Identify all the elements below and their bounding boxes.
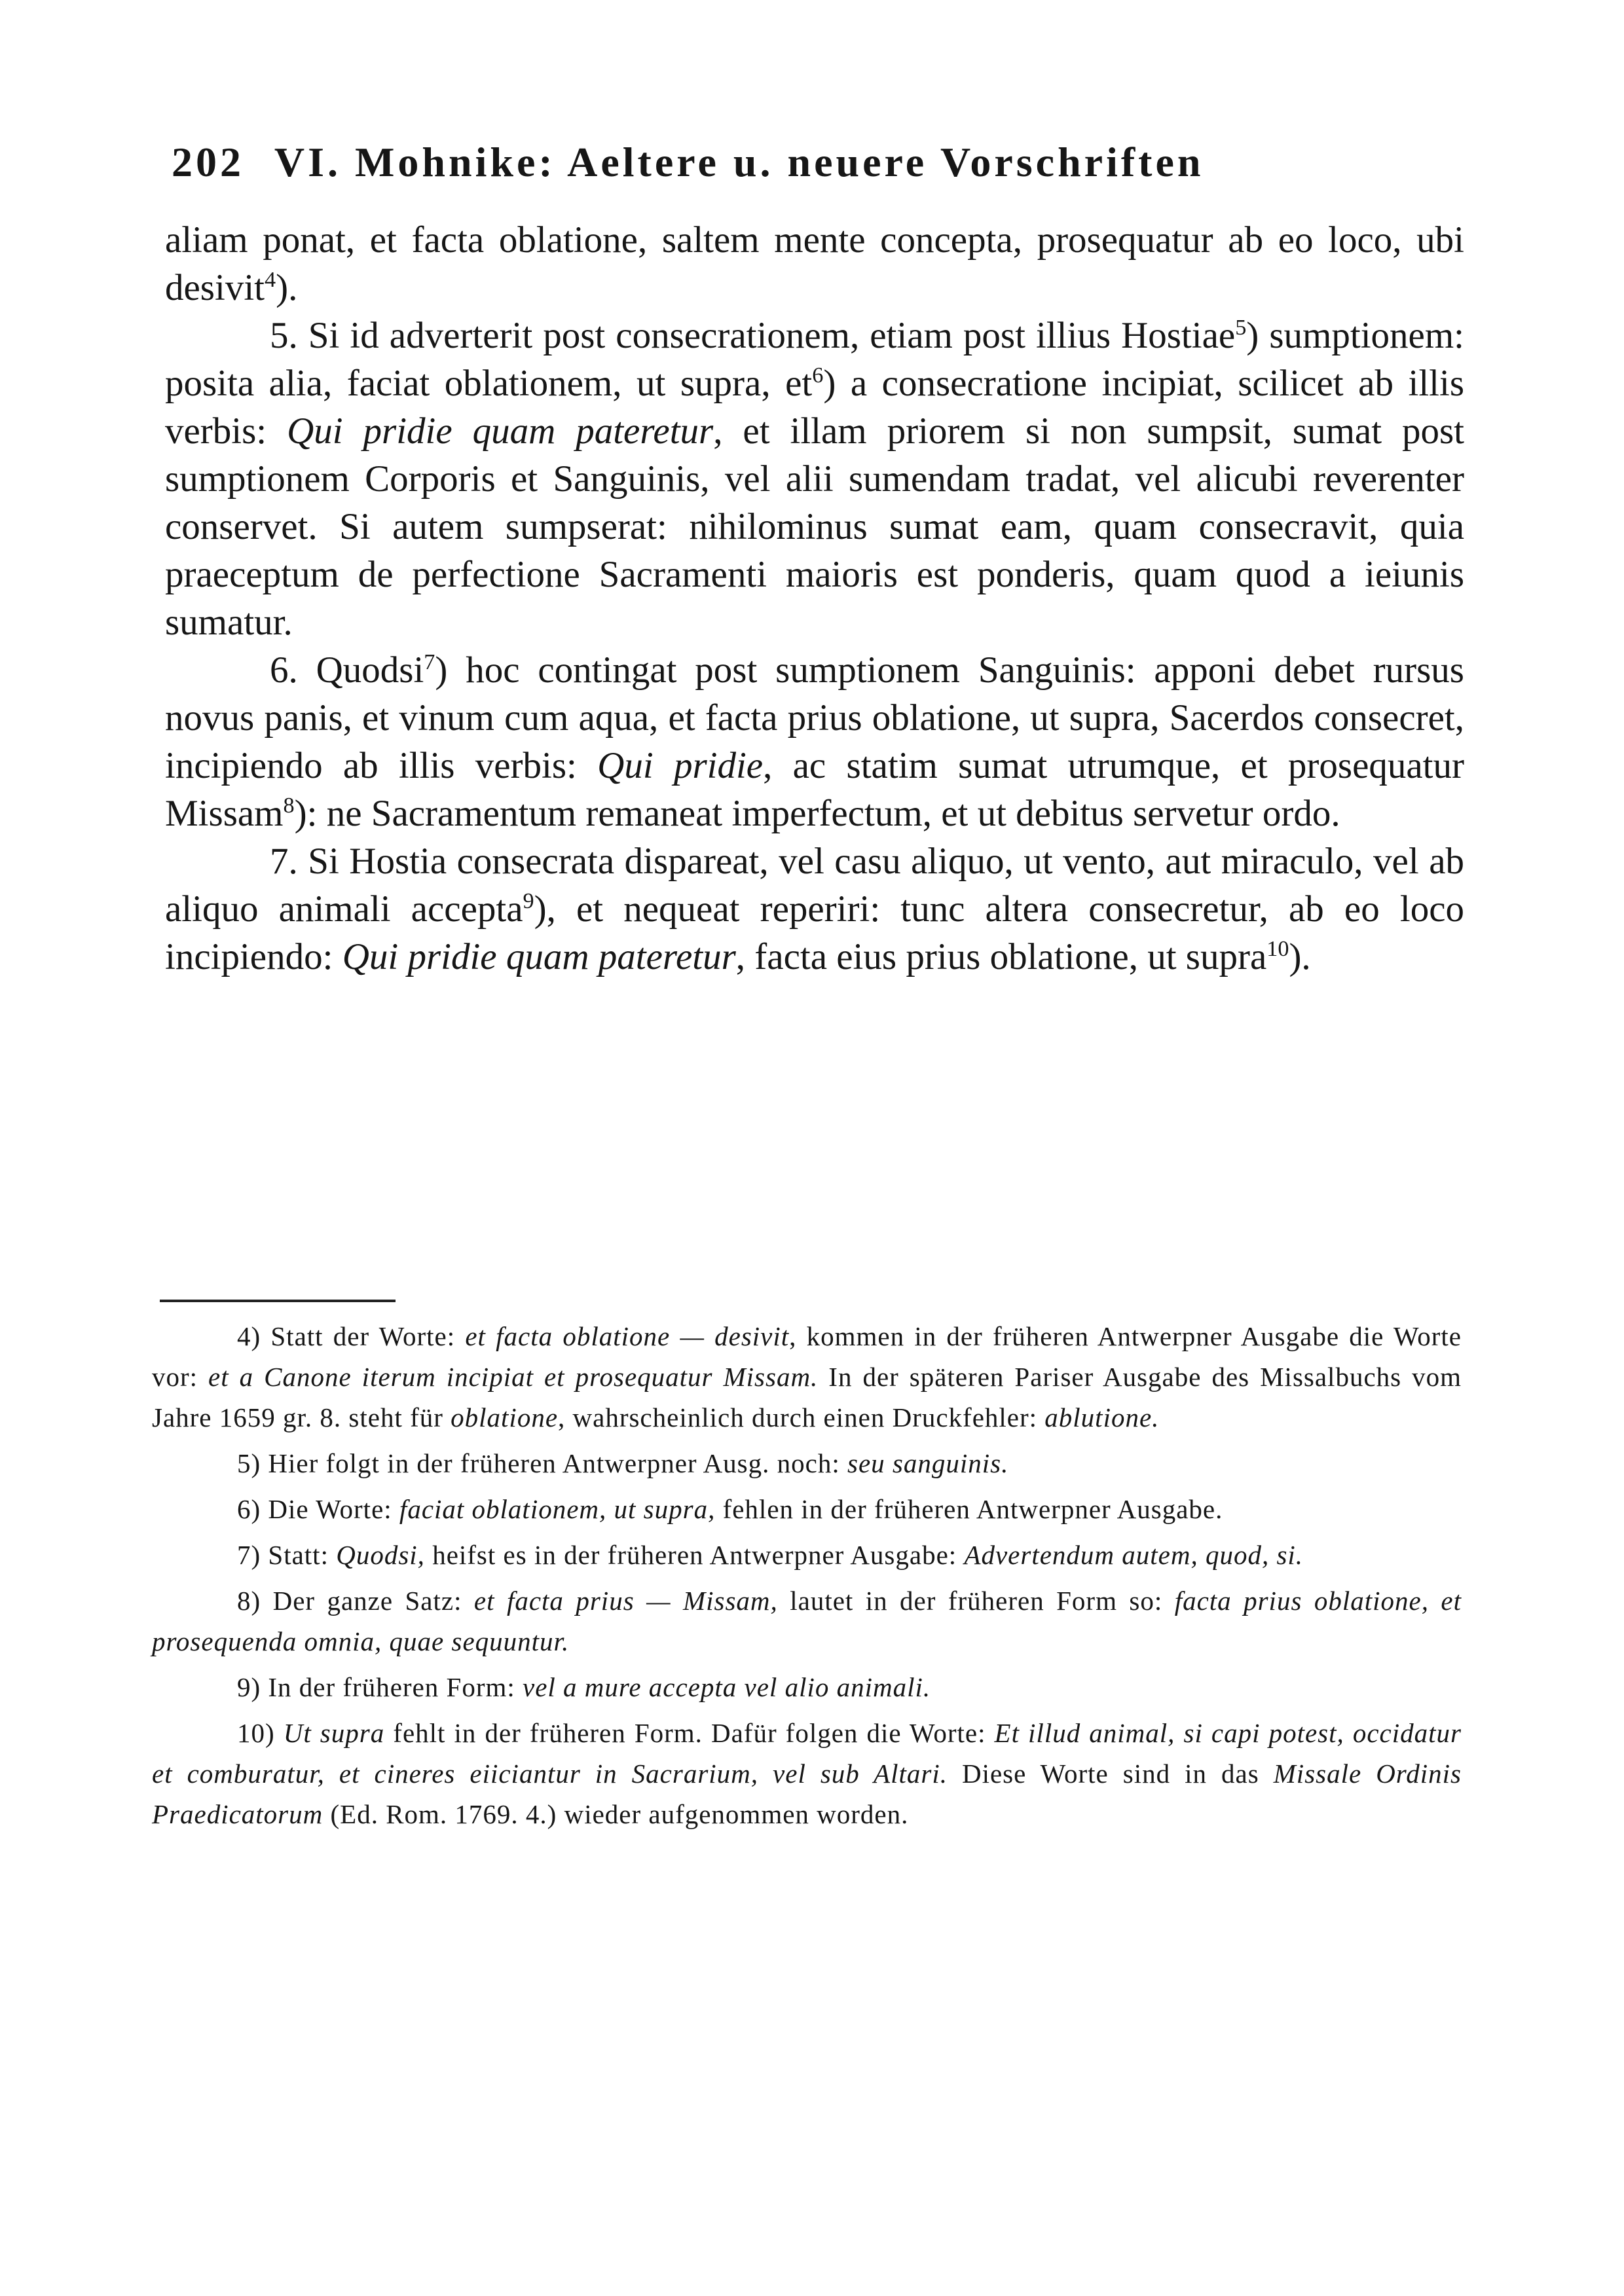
text-run: ).: [276, 267, 298, 308]
text-run: , kommen in der früheren Antwerpner Ausgabe die Worte vor:: [152, 1321, 1462, 1392]
paragraph-continuation: [165, 216, 1464, 312]
italic-quote: Quodsi,: [336, 1540, 425, 1570]
text-run: 6. Quodsi: [270, 649, 424, 691]
italic-quote: Qui pridie quam pateretur: [287, 410, 714, 452]
text-run: aliam ponat, et facta oblatione, saltem mente concepta, prosequatur ab eo loco, ubi desivit: [165, 219, 1464, 308]
italic-quote: Advertendum autem, quod, si.: [964, 1540, 1304, 1570]
text-run: lautet in der früheren Form so:: [777, 1586, 1175, 1616]
text-run: ).: [1289, 936, 1311, 977]
footnote-6: [152, 1489, 1462, 1529]
text-run: fehlen in der früheren Antwerpner Ausgabe.: [715, 1494, 1223, 1524]
text-run: , et illam priorem si non sumpsit, sumat post sumptionem Corporis et Sanguinis, vel alii sumendam tradat, vel alicubi reverenter conservet. Si autem sumpserat: nihilominus sumat eam, quam consecravit, quia praeceptum de perfectione Sacramenti maioris est ponderis, quam quod a ieiunis sumatur.: [165, 410, 1465, 643]
page-number: 202: [172, 139, 244, 185]
italic-quote: seu sanguinis.: [847, 1448, 1009, 1478]
footnote-ref: 5: [1235, 316, 1247, 340]
footnote-5: [152, 1443, 1462, 1484]
italic-quote: Qui pridie quam pateretur: [342, 936, 736, 977]
text-run: ) hoc contingat post sumptionem Sanguinis: apponi debet rursus novus panis, et vinum cum aqua, et facta prius oblatione, ut supra, Sacerdos consecret, incipiendo ab illis verbis:: [165, 649, 1464, 786]
footnote-ref: 4: [265, 268, 276, 292]
text-run: ), et nequeat reperiri: tunc altera consecretur, ab eo loco incipiendo:: [165, 888, 1464, 977]
italic-quote: et a Canone iterum incipiat et prosequatur Missam.: [208, 1362, 819, 1392]
footnote-7: [152, 1535, 1462, 1575]
running-title: VI. Mohnike: Aeltere u. neuere Vorschriften: [274, 139, 1204, 185]
text-run: 5) Hier folgt in der früheren Antwerpner Ausg. noch:: [237, 1448, 847, 1478]
text-run: 8) Der ganze Satz:: [237, 1586, 474, 1616]
footnotes: [152, 1316, 1462, 1840]
italic-quote: Et illud animal, si capi potest, occidatur et comburatur, et cineres eiiciantur in Sacrarium, vel sub Altari.: [152, 1718, 1462, 1789]
text-run: 6) Die Worte:: [237, 1494, 399, 1524]
footnote-ref: 9: [523, 889, 534, 913]
italic-quote: vel a mure accepta vel alio animali.: [523, 1672, 931, 1702]
italic-quote: Qui pridie: [597, 745, 764, 786]
text-run: Diese Worte sind in das: [947, 1758, 1274, 1789]
text-run: ) a consecratione incipiat, scilicet ab illis verbis:: [165, 363, 1465, 452]
italic-quote: Missale Ordinis Praedicatorum: [152, 1758, 1462, 1829]
text-run: 5. Si id adverterit post consecrationem, etiam post illius Hostiae: [270, 315, 1236, 356]
italic-quote: et facta oblatione — desivit: [465, 1321, 790, 1351]
italic-quote: faciat oblationem, ut supra,: [399, 1494, 716, 1524]
footnote-ref: 8: [283, 793, 295, 818]
footnote-4: [152, 1316, 1462, 1438]
text-run: 4) Statt der Worte:: [237, 1321, 466, 1351]
paragraph-6: [165, 646, 1464, 837]
main-text: [165, 216, 1464, 981]
footnote-ref: 6: [812, 363, 824, 388]
footnote-divider: [160, 1300, 396, 1302]
text-run: 9) In der früheren Form:: [237, 1672, 523, 1702]
text-run: In der späteren Pariser Ausgabe des Missalbuchs vom Jahre 1659 gr. 8. steht für: [152, 1362, 1462, 1432]
italic-quote: oblatione: [451, 1402, 559, 1432]
italic-quote: facta prius oblatione, et prosequenda omnia, quae sequuntur.: [152, 1586, 1462, 1656]
italic-quote: ablutione.: [1044, 1402, 1160, 1432]
running-header: [172, 136, 1468, 189]
text-run: , facta eius prius oblatione, ut supra: [735, 936, 1267, 977]
footnote-8: [152, 1580, 1462, 1662]
footnote-ref: 7: [424, 650, 435, 674]
text-run: fehlt in der früheren Form. Dafür folgen die Worte:: [384, 1718, 995, 1748]
footnote-ref: 10: [1266, 937, 1289, 961]
text-run: ) sumptionem: posita alia, faciat oblationem, ut supra, et: [165, 315, 1464, 404]
paragraph-5: [165, 312, 1464, 646]
text-run: heifst es in der früheren Antwerpner Ausgabe:: [424, 1540, 965, 1570]
text-run: 7) Statt:: [237, 1540, 337, 1570]
text-run: 10): [237, 1718, 284, 1748]
text-run: , ac statim sumat utrumque, et prosequatur Missam: [165, 745, 1465, 834]
italic-quote: Ut supra: [283, 1718, 385, 1748]
footnote-9: [152, 1667, 1462, 1707]
text-run: ): ne Sacramentum remaneat imperfectum, et ut debitus servetur ordo.: [294, 793, 1340, 834]
text-run: , wahrscheinlich durch einen Druckfehler:: [558, 1402, 1045, 1432]
text-run: 7. Si Hostia consecrata dispareat, vel casu aliquo, ut vento, aut miraculo, vel ab aliquo animali accepta: [165, 841, 1464, 930]
footnote-10: [152, 1713, 1462, 1834]
text-run: (Ed. Rom. 1769. 4.) wieder aufgenommen worden.: [323, 1799, 909, 1829]
italic-quote: et facta prius — Missam,: [473, 1586, 778, 1616]
paragraph-7: [165, 837, 1464, 981]
